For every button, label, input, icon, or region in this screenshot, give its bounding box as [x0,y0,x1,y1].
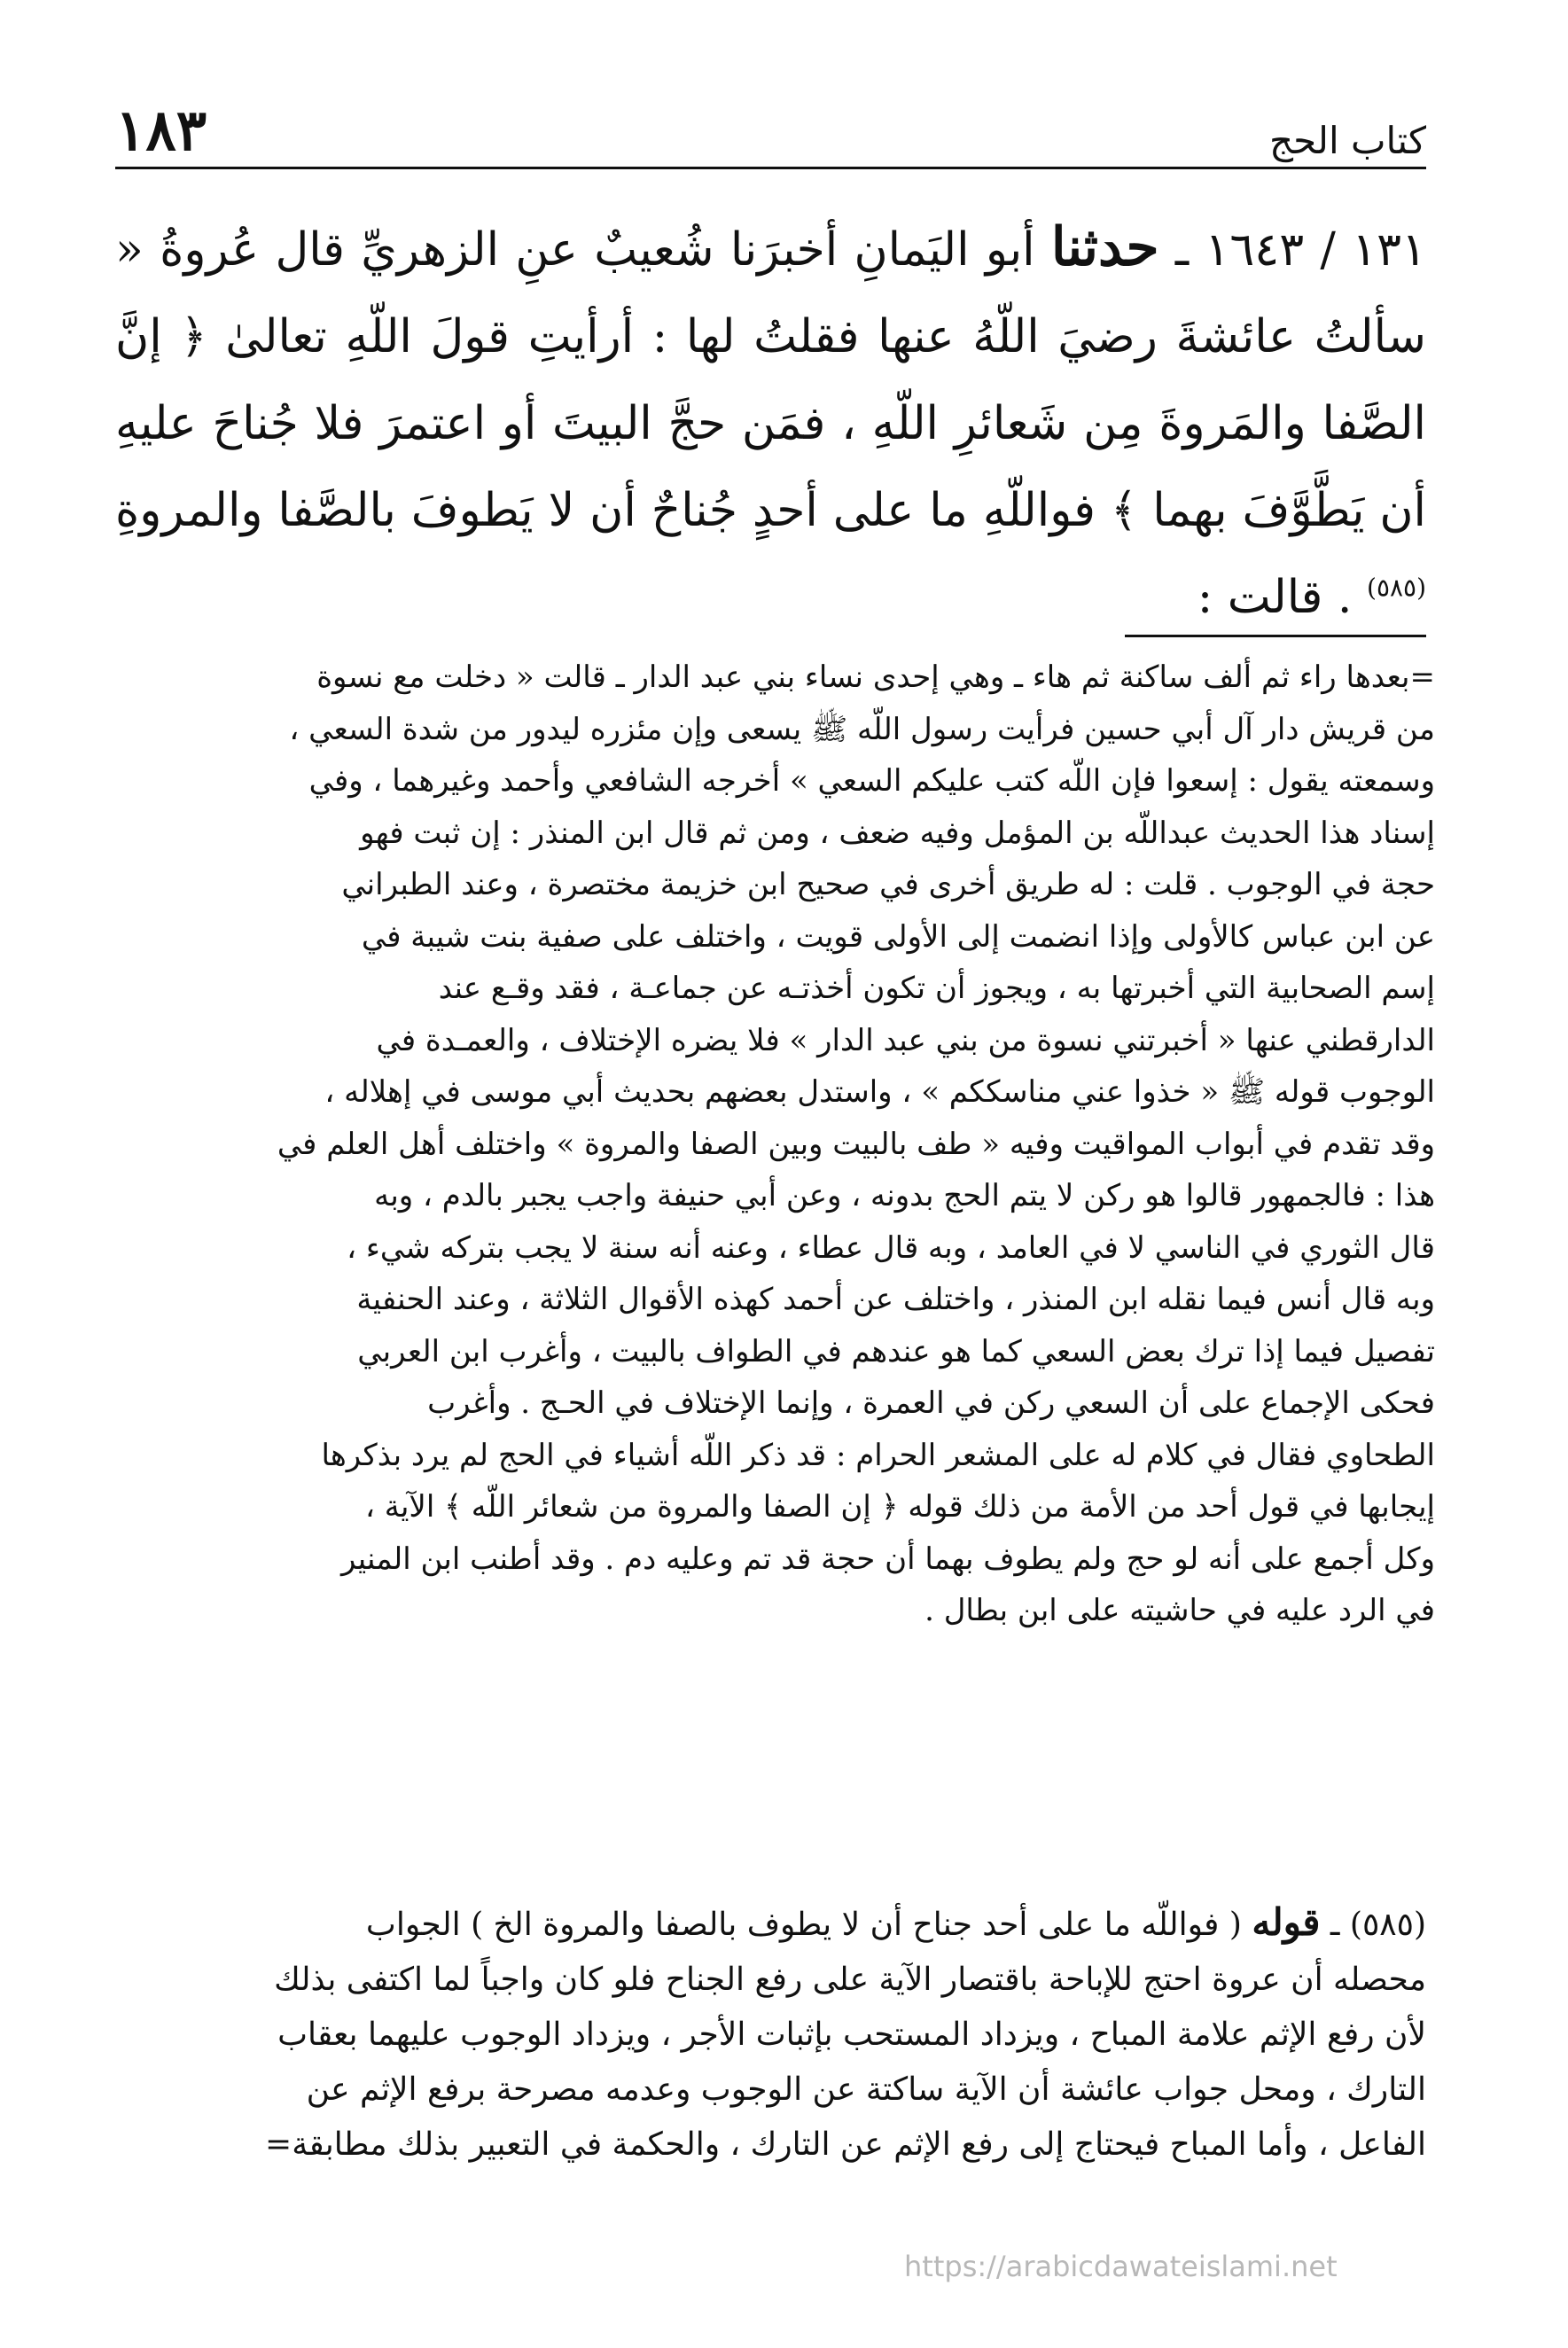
hadith-trailing-text: . قالت : [1197,571,1353,624]
commentary-first-line-text: ( فواللّه ما على أحد جناح أن لا يطوف بالصفا والمروة الخ ) الجواب [365,1907,1242,1943]
commentary-line: لأن رفع الإثم علامة المباح ، ويزداد المستحب بإثبات الأجر ، ويزداد الوجوب عليهما بعقاب [277,2016,1426,2053]
footnote-line: عن ابن عباس كالأولى وإذا انضمت إلى الأولى قويت ، واختلف على صفية بنت شيبة في [361,918,1435,955]
watermark-url: https://arabicdawateislami.net [904,2250,1338,2283]
footnote-line: وقد تقدم في أبواب المواقيت وفيه « طف بالبيت وبين الصفا والمروة » واختلف أهل العلم في [277,1126,1435,1162]
footnote-line: إسناد هذا الحديث عبداللّه بن المؤمل وفيه ضعف ، ومن ثم قال ابن المنذر : إن ثبت فهو [360,815,1435,851]
commentary-line: الفاعل ، وأما المباح فيحتاج إلى رفع الإثم عن التارك ، والحكمة في التعبير بذلك مطابقة= [265,2126,1426,2163]
book-title: كتاب الحج [1268,119,1426,162]
footnote-line: فحكى الإجماع على أن السعي ركن في العمرة ، وإنما الإختلاف في الحـج . وأغرب [427,1385,1435,1421]
commentary-block [115,1895,1426,2172]
footnote-line: هذا : فالجمهور قالوا هو ركن لا يتم الحج بدونه ، وعن أبي حنيفة واجب يجبر بالدم ، وبه [374,1178,1435,1213]
footnote-reference: (٥٨٥) [1367,573,1426,603]
footnote-line: =بعدها راء ثم ألف ساكنة ثم هاء ـ وهي إحدى نساء بني عبد الدار ـ قالت « دخلت مع نسوة [316,659,1435,695]
footnote-line: وسمعته يقول : إسعوا فإن اللّه كتب عليكم السعي » أخرجه الشافعي وأحمد وغيرهما ، وفي [308,763,1435,799]
hadith-body: أبو اليَمانِ أخبرَنا شُعيبٌ عنِ الزهريِّ قال عُروةُ « سألتُ عائشةَ رضيَ اللّهُ عنها فقلتُ لها : أرأيتِ قولَ اللّهِ تعالىٰ ﴿ إنَّ الصَّفا والمَروةَ مِن شَعائرِ اللّهِ ، فمَن حجَّ البيتَ أو اعتمرَ فلا جُناحَ عليهِ أن يَطَّوَّفَ بهما ﴾ فواللّهِ ما على أحدٍ جُناحٌ أن لا يَطوفَ بالصَّفا والمروةِ [115,223,1426,537]
footnote-line: في الرد عليه في حاشيته على ابن بطال . [924,1593,1435,1628]
page-number: ١٨٣ [115,98,207,164]
footnote-continuation [115,651,1435,1637]
footnote-line: من قريش دار آل أبي حسين فرأيت رسول اللّه ﷺ يسعى وإن مئزره ليدور من شدة السعي ، [289,711,1435,747]
footnote-line: تفصيل فيما إذا ترك بعض السعي كما هو عندهم في الطواف بالبيت ، وأغرب ابن العربي [357,1333,1435,1369]
page-header [115,89,1426,164]
hadith-opening-word: حدثنا [1050,216,1159,278]
footnote-line: إسم الصحابية التي أخبرتها به ، ويجوز أن تكون أخذتـه عن جماعـة ، فقد وقـع عند [438,971,1435,1006]
commentary-line: التارك ، ومحل جواب عائشة أن الآية ساكتة عن الوجوب وعدمه مصرحة برفع الإثم عن [306,2071,1426,2108]
footnote-line: وبه قال أنس فيما نقله ابن المنذر ، واختلف عن أحمد كهذه الأقوال الثلاثة ، وعند الحنفية [356,1282,1435,1317]
hadith-number: ١٣١ / ١٦٤٣ ـ [1174,223,1427,277]
commentary-keyword: قوله [1252,1900,1321,1944]
footnote-line: الوجوب قوله ﷺ « خذوا عني مناسككم » ، واستدل بعضهم بحديث أبي موسى في إهلاله ، [324,1074,1435,1110]
footnote-divider [1125,635,1426,637]
commentary-line: محصله أن عروة احتج للإباحة باقتصار الآية على رفع الجناح فلو كان واجباً لما اكتفى بذلك [274,1962,1426,1998]
commentary-number: (٥٨٥) ـ [1330,1907,1426,1943]
footnote-line: وكل أجمع على أنه لو حج ولم يطوف بهما أن حجة قد تم وعليه دم . وقد أطنب ابن المنير [341,1541,1435,1577]
footnote-line: إيجابها في قول أحد من الأمة من ذلك قوله ﴿ إن الصفا والمروة من شعائر اللّه ﴾ الآية ، [364,1489,1435,1525]
commentary-first-line [115,1895,1426,1953]
footnote-line: الطحاوي فقال في كلام له على المشعر الحرام : قد ذكر اللّه أشياء في الحج لم يرد بذكرها [321,1437,1435,1473]
footnote-line: الدارقطني عنها « أخبرتني نسوة من بني عبد الدار » فلا يضره الإختلاف ، والعمـدة في [376,1022,1435,1058]
footnote-line: قال الثوري في الناسي لا في العامد ، وبه قال عطاء ، وعنه أنه سنة لا يجب بتركه شيء ، [347,1229,1435,1266]
header-divider [115,167,1426,169]
hadith-text [115,204,1426,641]
footnote-line: حجة في الوجوب . قلت : له طريق أخرى في صحيح ابن خزيمة مختصرة ، وعند الطبراني [341,867,1435,902]
